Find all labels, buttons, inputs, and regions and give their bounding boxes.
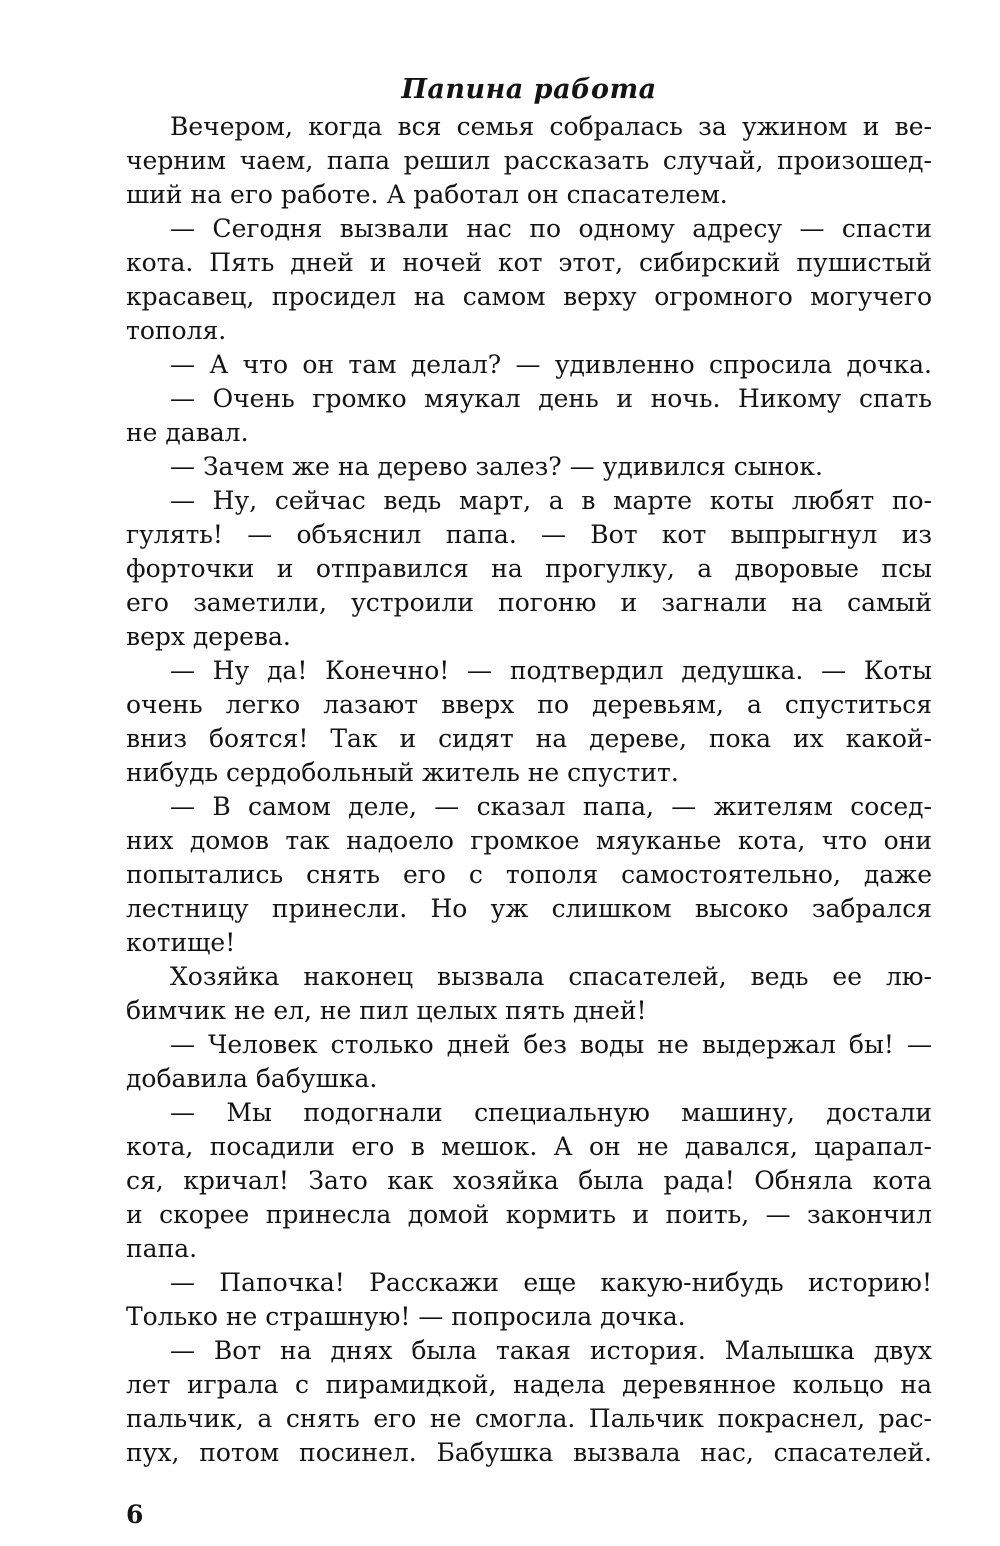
text-line: — Ну, сейчас ведь март, а в марте коты любят по- bbox=[170, 486, 932, 515]
text-line: — Очень громко мяукал день и ночь. Никому спать bbox=[170, 384, 932, 413]
text-line: бимчик не ел, не пил целых пять дней! bbox=[126, 996, 647, 1025]
page-title: Папина работа bbox=[401, 74, 657, 105]
text-line: — Сегодня вызвали нас по одному адресу — спасти bbox=[170, 214, 932, 243]
text-line: Вечером, когда вся семья собралась за ужином и ве- bbox=[170, 112, 932, 141]
text-line: папа. bbox=[126, 1234, 198, 1263]
text-line: — Мы подогнали специальную машину, достали bbox=[170, 1098, 932, 1127]
text-line: — Человек столько дней без воды не выдержал бы! — bbox=[170, 1030, 932, 1059]
text-line: не давал. bbox=[126, 418, 249, 447]
text-line: — Папочка! Расскажи еще какую-нибудь историю! bbox=[170, 1268, 932, 1297]
text-line: — Ну да! Конечно! — подтвердил дедушка. — Коты bbox=[170, 656, 932, 685]
page-number: 6 bbox=[126, 1500, 144, 1529]
text-line: лет играла с пирамидкой, надела деревянное кольцо на bbox=[126, 1370, 932, 1399]
text-line: нибудь сердобольный житель не спустит. bbox=[126, 758, 679, 787]
text-line: них домов так надоело громкое мяуканье кота, что они bbox=[126, 826, 932, 855]
text-line: добавила бабушка. bbox=[126, 1064, 378, 1093]
text-line: кота. Пять дней и ночей кот этот, сибирский пушистый bbox=[126, 248, 932, 277]
text-line: вниз боятся! Так и сидят на дереве, пока их какой- bbox=[126, 724, 932, 753]
text-line: — В самом деле, — сказал папа, — жителям сосед- bbox=[170, 792, 932, 821]
text-line: и скорее принесла домой кормить и поить, — закончил bbox=[126, 1200, 932, 1229]
text-line: кота, посадили его в мешок. А он не давался, царапал- bbox=[126, 1132, 932, 1161]
text-line: пух, потом посинел. Бабушка вызвала нас, спасателей. bbox=[126, 1438, 932, 1467]
text-line: черним чаем, папа решил рассказать случай, произошед- bbox=[126, 146, 932, 175]
text-line: ший на его работе. А работал он спасателем. bbox=[126, 180, 728, 209]
text-line: — Зачем же на дерево залез? — удивился сынок. bbox=[170, 452, 823, 481]
text-line: попытались снять его с тополя самостоятельно, даже bbox=[126, 860, 932, 889]
text-line: ся, кричал! Зато как хозяйка была рада! Обняла кота bbox=[126, 1166, 932, 1195]
text-line: форточки и отправился на прогулку, а дворовые псы bbox=[126, 554, 932, 583]
text-line: лестницу принесли. Но уж слишком высоко забрался bbox=[126, 894, 932, 923]
text-line: красавец, просидел на самом верху огромного могучего bbox=[126, 282, 932, 311]
text-line: верх дерева. bbox=[126, 622, 291, 651]
text-line: котище! bbox=[126, 928, 236, 957]
text-line: пальчик, а снять его не смогла. Пальчик покраснел, рас- bbox=[126, 1404, 932, 1433]
text-line: его заметили, устроили погоню и загнали на самый bbox=[126, 588, 932, 617]
text-line: очень легко лазают вверх по деревьям, а спуститься bbox=[126, 690, 932, 719]
text-line: — Вот на днях была такая история. Малышка двух bbox=[170, 1336, 932, 1365]
text-line: гулять! — объяснил папа. — Вот кот выпрыгнул из bbox=[126, 520, 932, 549]
text-line: Хозяйка наконец вызвала спасателей, ведь ее лю- bbox=[170, 962, 932, 991]
text-line: тополя. bbox=[126, 316, 227, 345]
text-line: — А что он там делал? — удивленно спросила дочка. bbox=[170, 350, 932, 379]
text-line: Только не страшную! — попросила дочка. bbox=[126, 1302, 686, 1331]
